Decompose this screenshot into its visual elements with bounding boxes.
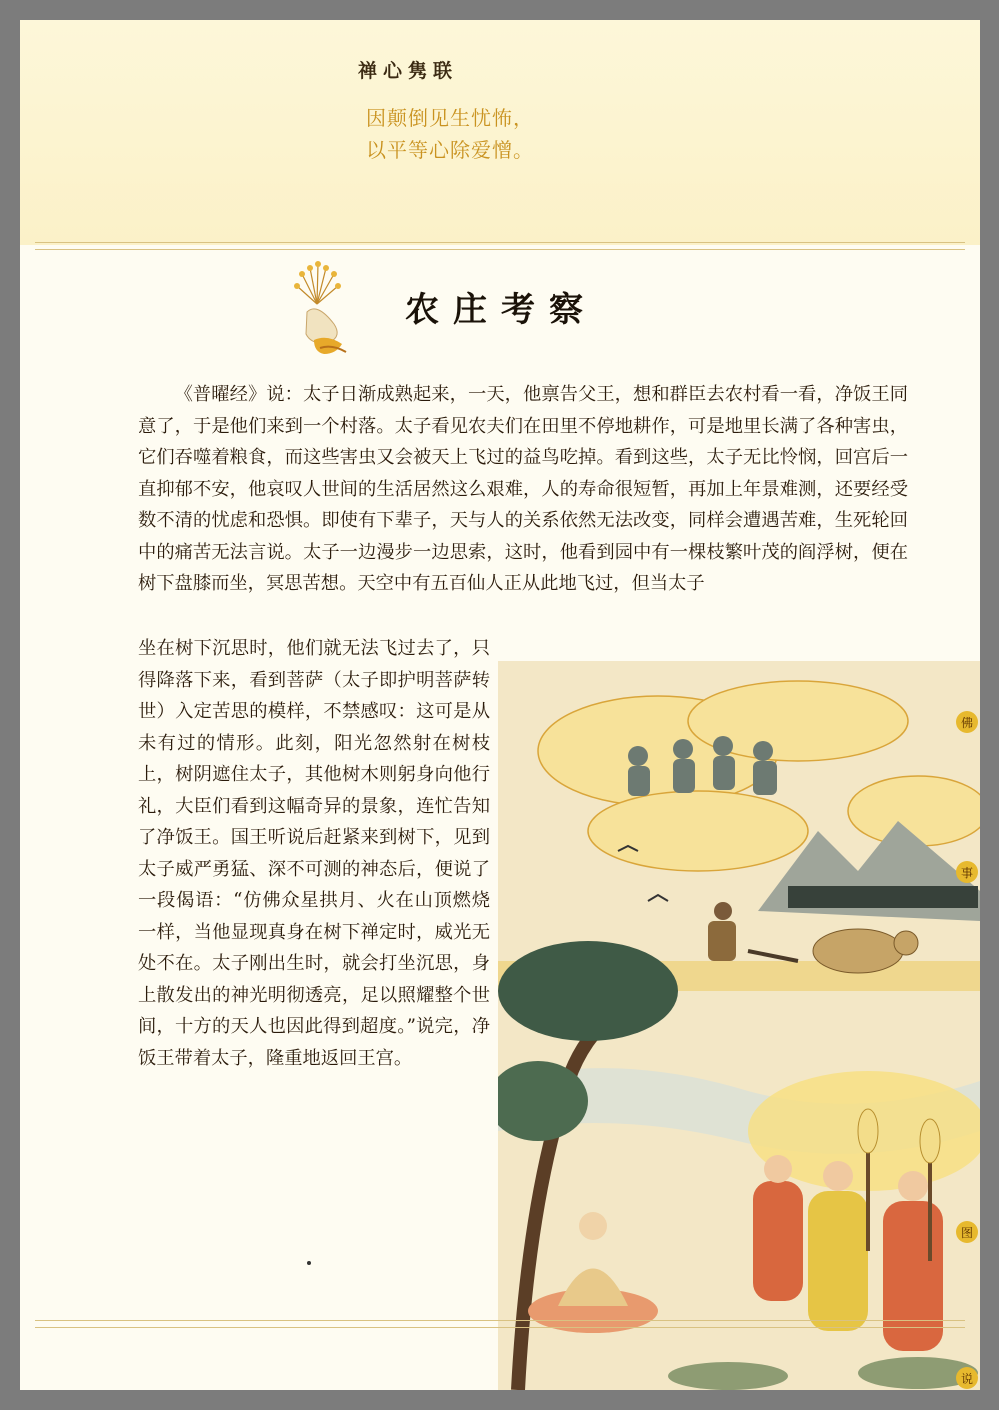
book-page (20, 20, 980, 1390)
article-title: 农庄考察 (405, 290, 597, 330)
header-verse (366, 102, 534, 166)
series-tag: 佛 (956, 711, 978, 733)
verse-line-2: 以平等心除爱憎。 (366, 138, 534, 162)
article-body (138, 379, 908, 600)
painting-scene (498, 661, 980, 1390)
series-tag: 图 (956, 1221, 978, 1243)
illustration-painting (498, 661, 980, 1390)
verse-line-1: 因颠倒见生忧怖， (366, 106, 534, 130)
divider-rule (35, 1320, 965, 1321)
decorative-dot (307, 1261, 311, 1265)
divider-rule (35, 249, 965, 250)
article-column-text: 坐在树下沉思时，他们就无法飞过去了，只得降落下来，看到菩萨（太子即护明菩萨转世）入定苦思的模样，不禁感叹：这可是从未有过的情形。此刻，阳光忽然射在树枝上，树阴遮住太子，其他树木则躬身向他行礼，大臣们看到这幅奇异的景象，连忙告知了净饭王。国王听说后赶紧来到树下，见到太子威严勇猛、深不可测的神态后，便说了一段偈语：“仿佛众星拱月、火在山顶燃烧一样，当他显现真身在树下禅定时，威光无处不在。太子刚出生时，就会打坐沉思，身上散发出的神光明彻透亮，足以照耀整个世间，十方的天人也因此得到超度。”说完，净饭王带着太子，隆重地返回王宫。 (138, 638, 490, 1069)
series-tag: 说 (956, 1367, 978, 1389)
forest-trees (788, 886, 978, 908)
series-tag: 事 (956, 861, 978, 883)
lotus-flower-icon (272, 254, 362, 362)
divider-rule (35, 242, 965, 243)
divider-rule (35, 1327, 965, 1328)
article-paragraph: 《普曜经》说：太子日渐成熟起来，一天，他禀告父王，想和群臣去农村看一看，净饭王同意了，于是他们来到一个村落。太子看见农夫们在田里不停地耕作，可是地里长满了各种害虫，它们吞噬着粮食，而这些害虫又会被天上飞过的益鸟吃掉。看到这些，太子无比怜悯，回宫后一直抑郁不安，他哀叹人世间的生活居然这么艰难，人的寿命很短暂，再加上年景难测，还要经受数不清的忧虑和恐惧。即使有下辈子，天与人的关系依然无法改变，同样会遭遇苦难，生死轮回中的痛苦无法言说。太子一边漫步一边思索，这时，他看到园中有一棵枝繁叶茂的阎浮树，便在树下盘膝而坐，冥思苦想。天空中有五百仙人正从此地飞过，但当太子 (138, 384, 908, 594)
section-header-title: 禅心隽联 (358, 60, 459, 82)
